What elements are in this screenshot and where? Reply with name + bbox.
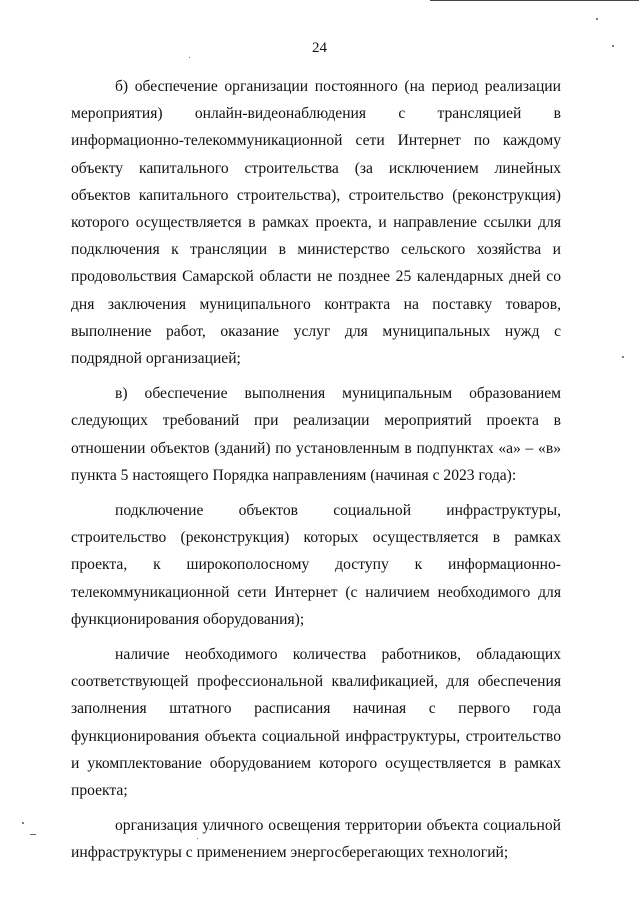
scan-speck — [189, 57, 190, 58]
scan-speck — [22, 822, 24, 824]
document-body — [71, 73, 561, 875]
paragraph-staffing: наличие необходимого количества работников, обладающих соответствующей профессиональной квалификацией, для обеспечения заполнения штатного расписания начиная с первого года функционирования объекта социальной инфраструктуры, строительство и укомплектование оборудованием которого осуществляется в рамках проекта; — [71, 646, 561, 800]
scan-speck — [30, 834, 36, 835]
page-number: 24 — [312, 40, 327, 56]
scan-speck — [596, 18, 598, 20]
paragraph-internet-connection: подключение объектов социальной инфраструктуры, строительство (реконструкция) которых осуществляется в рамках проекта, к широкополосному доступу к информационно-телекоммуникационной сети Интернет (с наличием необходимого для функционирования оборудования); — [71, 502, 561, 628]
paragraph-b: б) обеспечение организации постоянного (на период реализации мероприятия) онлайн-видеонаблюдения с трансляцией в информационно-телекоммуникационной сети Интернет по каждому объекту капитального строительства (за исключением линейных объектов капитального строительства), строительство (реконструкция) которого осуществляется в рамках проекта, и направление ссылки для подключения к трансляции в министерство сельского хозяйства и продовольствия Самарской области не позднее 25 календарных дней со дня заключения муниципального контракта на поставку товаров, выполнение работ, оказание услуг для муниципальных нужд с подрядной организацией; — [71, 78, 561, 368]
scan-speck — [612, 45, 614, 47]
scan-speck — [197, 838, 198, 839]
paragraph-street-lighting: организация уличного освещения территории объекта социальной инфраструктуры с применением энергосберегающих технологий; — [71, 817, 561, 862]
scan-speck — [622, 356, 624, 358]
top-edge-line — [430, 0, 639, 1]
paragraph-v: в) обеспечение выполнения муниципальным образованием следующих требований при реализации мероприятий проекта в отношении объектов (зданий) по установленным в подпунктах «а» – «в» пункта 5 настоящего Порядка направлениям (начиная с 2023 года): — [71, 385, 561, 484]
